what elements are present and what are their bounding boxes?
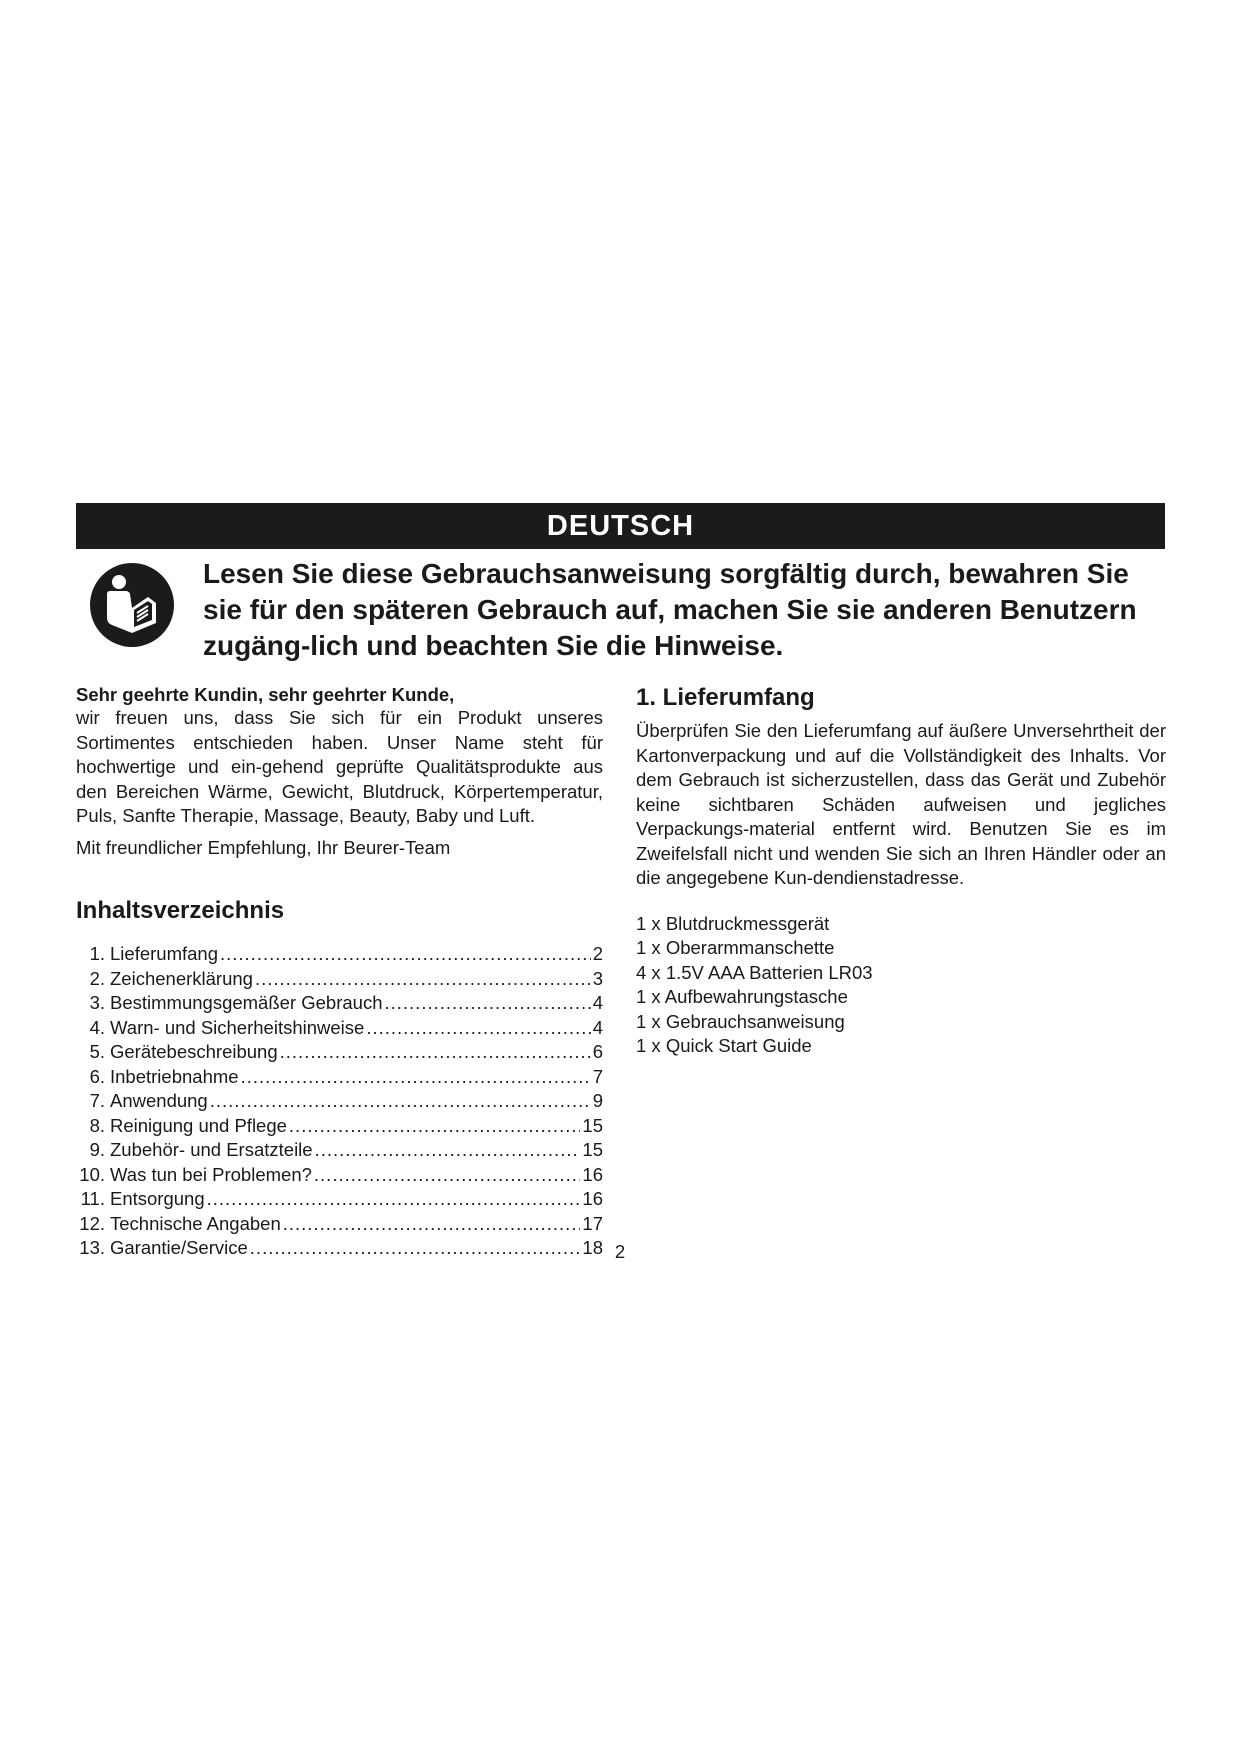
toc-entry-number: 8. bbox=[89, 1114, 105, 1136]
toc-entry-label: Zubehör- und Ersatzteile bbox=[110, 1139, 313, 1160]
toc-leader-dots bbox=[207, 1187, 581, 1212]
list-item: 1 x Blutdruckmessgerät bbox=[636, 912, 830, 934]
toc-leader-dots bbox=[289, 1114, 581, 1139]
toc-entry-number: 2. bbox=[89, 967, 105, 989]
toc-entry-page: 6 bbox=[592, 1041, 603, 1062]
toc-leader-dots bbox=[210, 1089, 591, 1114]
toc-entry-page: 4 bbox=[592, 1016, 603, 1038]
section-body-lieferumfang: Überprüfen Sie den Lieferumfang auf äußere Unversehrtheit der Kartonverpackung und auf die Vollständigkeit des Inhalts. Vor dem Gebrauch ist sicherzustellen, dass das Gerät und Zubehör keine sichtbaren Schäden aufweisen und jegliches Verpackungs-material entfernt wird. Benutzen Sie es im Zweifelsfall nicht und wenden Sie sich an Ihren Händler oder an die angegebene Kun-dendienstadresse. bbox=[636, 720, 1166, 888]
toc-entry[interactable] bbox=[76, 1040, 603, 1065]
toc-entry-label: Bestimmungsgemäßer Gebrauch bbox=[110, 992, 383, 1013]
toc-entry-number: 3. bbox=[89, 992, 105, 1013]
toc-entry-page: 15 bbox=[582, 1114, 603, 1136]
toc-entry-page: 17 bbox=[582, 1212, 603, 1234]
toc-entry-label: Technische Angaben bbox=[110, 1212, 281, 1234]
toc-leader-dots bbox=[315, 1138, 581, 1163]
toc-entry-number: 4. bbox=[89, 1016, 105, 1038]
toc-entry-page: 2 bbox=[592, 943, 603, 964]
section-title-lieferumfang: 1. Lieferumfang bbox=[636, 684, 815, 711]
toc-leader-dots bbox=[241, 1065, 591, 1090]
toc-entry-label: Gerätebeschreibung bbox=[110, 1041, 278, 1062]
toc-entry[interactable] bbox=[76, 1065, 603, 1090]
intro-warning-text: Lesen Sie diese Gebrauchsanweisung sorgfältig durch, bewahren Sie sie für den späteren Gebrauch auf, machen Sie sie anderen Benutzern zugäng-lich und beachten Sie die Hinweise. bbox=[203, 558, 1137, 661]
list-item: 4 x 1.5V AAA Batterien LR03 bbox=[636, 961, 873, 983]
toc-entry-label: Zeichenerklärung bbox=[110, 967, 253, 989]
toc-entry[interactable] bbox=[76, 1016, 603, 1041]
table-of-contents bbox=[76, 942, 603, 1261]
greeting-salutation: Sehr geehrte Kundin, sehr geehrter Kunde, bbox=[76, 684, 455, 705]
toc-entry-number: 7. bbox=[89, 1090, 105, 1111]
toc-entry-label: Reinigung und Pflege bbox=[110, 1114, 287, 1136]
toc-entry-number: 1. bbox=[89, 943, 105, 964]
toc-entry-page: 15 bbox=[582, 1139, 603, 1160]
toc-entry[interactable] bbox=[76, 1163, 603, 1188]
toc-entry[interactable] bbox=[76, 942, 603, 967]
toc-leader-dots bbox=[280, 1040, 591, 1065]
toc-leader-dots bbox=[314, 1163, 581, 1188]
toc-leader-dots bbox=[220, 942, 591, 967]
toc-entry-label: Garantie/Service bbox=[110, 1237, 248, 1258]
toc-entry-number: 11. bbox=[80, 1188, 105, 1209]
toc-entry[interactable] bbox=[76, 1187, 603, 1212]
toc-entry-number: 13. bbox=[79, 1237, 105, 1258]
toc-entry[interactable] bbox=[76, 1212, 603, 1237]
greeting-body: wir freuen uns, dass Sie sich für ein Produkt unseres Sortimentes entschieden haben. Unser Name steht für hochwertige und ein-gehend geprüfte Qualitätsprodukte aus den Bereichen Wärme, Gewicht, Blutdruck, Körpertemperatur, Puls, Sanfte Therapie, Massage, Beauty, Baby und Luft. bbox=[76, 707, 603, 826]
toc-entry-label: Anwendung bbox=[110, 1090, 208, 1111]
toc-entry[interactable] bbox=[76, 991, 603, 1016]
greeting-signoff: Mit freundlicher Empfehlung, Ihr Beurer-Team bbox=[76, 836, 451, 858]
toc-entry-page: 7 bbox=[592, 1065, 603, 1087]
toc-entry-label: Entsorgung bbox=[110, 1188, 205, 1209]
toc-entry-label: Inbetriebnahme bbox=[110, 1065, 239, 1087]
toc-entry[interactable] bbox=[76, 1138, 603, 1163]
package-contents-list bbox=[636, 912, 1166, 1059]
toc-entry-label: Lieferumfang bbox=[110, 943, 218, 964]
toc-leader-dots bbox=[384, 991, 590, 1016]
toc-entry-number: 12. bbox=[79, 1212, 105, 1234]
toc-entry-page: 18 bbox=[582, 1237, 603, 1258]
toc-leader-dots bbox=[283, 1212, 581, 1237]
toc-entry-number: 5. bbox=[89, 1041, 105, 1062]
toc-entry-number: 10. bbox=[79, 1163, 105, 1185]
read-manual-icon bbox=[90, 563, 174, 647]
toc-entry-page: 16 bbox=[582, 1188, 603, 1209]
left-column bbox=[76, 684, 603, 1261]
page-number: 2 bbox=[614, 1241, 626, 1262]
list-item: 1 x Quick Start Guide bbox=[636, 1035, 812, 1056]
toc-entry-number: 6. bbox=[89, 1065, 105, 1087]
toc-entry-label: Warn- und Sicherheitshinweise bbox=[110, 1016, 365, 1038]
toc-entry-number: 9. bbox=[89, 1139, 105, 1160]
toc-title: Inhaltsverzeichnis bbox=[76, 897, 285, 924]
list-item: 1 x Aufbewahrungstasche bbox=[636, 986, 848, 1007]
toc-entry-page: 16 bbox=[582, 1163, 603, 1185]
list-item: 1 x Oberarmmanschette bbox=[636, 937, 835, 958]
toc-entry[interactable] bbox=[76, 1089, 603, 1114]
toc-entry-page: 3 bbox=[592, 967, 603, 989]
toc-leader-dots bbox=[255, 967, 591, 992]
toc-entry-page: 4 bbox=[592, 992, 603, 1013]
toc-leader-dots bbox=[366, 1016, 590, 1041]
toc-leader-dots bbox=[250, 1236, 581, 1261]
list-item: 1 x Gebrauchsanweisung bbox=[636, 1010, 845, 1032]
toc-entry-label: Was tun bei Problemen? bbox=[110, 1163, 312, 1185]
language-header-bar: DEUTSCH bbox=[76, 503, 1165, 549]
right-column bbox=[636, 684, 1166, 1059]
toc-entry-page: 9 bbox=[592, 1090, 603, 1111]
toc-entry[interactable] bbox=[76, 1114, 603, 1139]
toc-entry[interactable] bbox=[76, 967, 603, 992]
toc-entry[interactable] bbox=[76, 1236, 603, 1261]
